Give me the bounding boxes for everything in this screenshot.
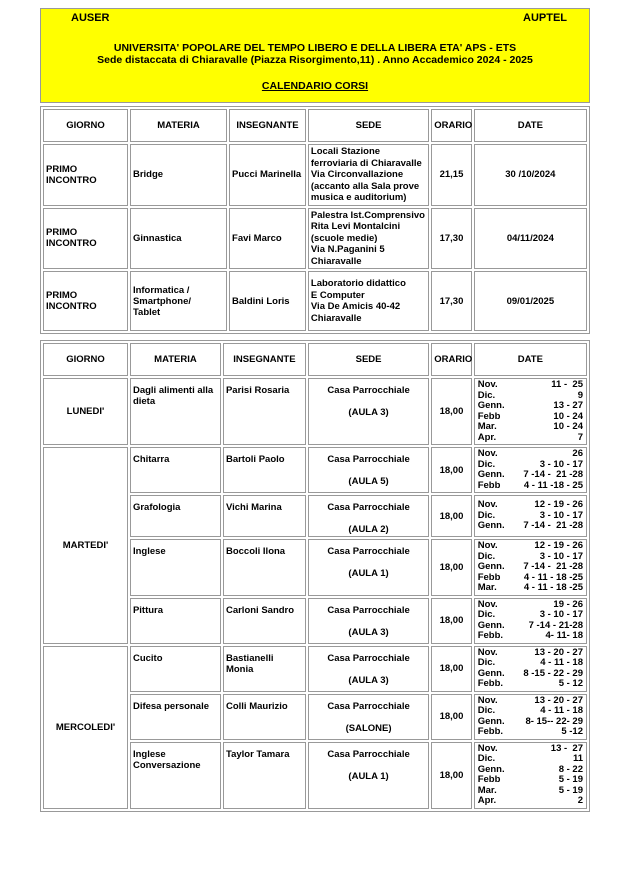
page-title: CALENDARIO CORSI <box>261 80 369 92</box>
date-days: 11 <box>572 753 583 764</box>
sede-name: Casa Parrocchiale <box>327 748 410 760</box>
orario-cell: 18,00 <box>431 447 471 493</box>
table-row <box>43 646 587 692</box>
date-days: 4 - 11 - 18 -25 <box>523 582 583 593</box>
first-meetings-table <box>40 106 590 334</box>
insegnante-cell: Pucci Marinella <box>229 144 306 206</box>
date-days: 13 - 20 - 27 <box>534 694 583 706</box>
date-cell <box>474 447 587 493</box>
date-days: 7 -14 - 21-28 <box>528 619 583 631</box>
date-days: 10 - 24 <box>553 421 583 432</box>
date-month: Nov. <box>477 499 498 511</box>
sede-name: Casa Parrocchiale <box>327 454 410 465</box>
date-days: 4- 11- 18 <box>545 630 583 641</box>
date-month: Febb <box>477 410 501 422</box>
sede-name: Casa Parrocchiale <box>327 604 410 616</box>
header-date: DATE <box>474 109 587 142</box>
date-list <box>477 541 584 594</box>
date-month: Apr. <box>477 795 497 806</box>
sede-name: Casa Parrocchiale <box>327 546 410 557</box>
date-cell: 09/01/2025 <box>474 271 587 331</box>
date-days: 4 - 11 -18 - 25 <box>523 479 583 491</box>
header-materia: MATERIA <box>130 109 227 142</box>
date-month: Mar. <box>477 421 497 432</box>
date-month: Febb. <box>477 726 504 737</box>
aula-label: (AULA 3) <box>348 407 389 418</box>
date-days: 4 - 11 - 18 -25 <box>523 571 583 583</box>
date-days: 5 - 19 <box>558 774 583 785</box>
date-days: 3 - 10 - 17 <box>539 458 583 470</box>
date-list <box>477 648 584 690</box>
date-month: Genn. <box>477 400 505 411</box>
aula-label: (AULA 1) <box>348 568 389 579</box>
header-materia: MATERIA <box>130 343 221 376</box>
sede-cell <box>308 539 429 596</box>
date-month: Febb. <box>477 678 504 689</box>
date-cell <box>474 378 587 445</box>
date-days: 7 -14 - 21 -28 <box>523 561 583 572</box>
sede-cell <box>308 598 429 644</box>
date-days: 11 - 25 <box>551 379 583 390</box>
date-month: Genn. <box>477 715 505 727</box>
orario-cell: 18,00 <box>431 742 471 809</box>
orario-cell: 18,00 <box>431 694 471 740</box>
date-days: 4 - 11 - 18 <box>540 657 583 668</box>
date-cell <box>474 742 587 809</box>
date-month: Nov. <box>477 540 498 551</box>
date-days: 7 <box>577 431 583 443</box>
date-days: 5 -12 <box>561 726 583 737</box>
date-cell <box>474 694 587 740</box>
date-cell <box>474 598 587 644</box>
sede-cell <box>308 378 429 445</box>
insegnante-cell: Bartoli Paolo <box>223 447 306 493</box>
sede-cell: Laboratorio didattico E Computer Via De Amicis 40-42 Chiaravalle <box>308 271 429 331</box>
date-cell <box>474 495 587 537</box>
date-days: 13 - 27 <box>550 742 583 754</box>
header-orario: ORARIO <box>431 109 471 142</box>
date-month: Dic. <box>477 705 496 716</box>
date-month: Nov. <box>477 694 498 706</box>
sede-cell: Palestra Ist.Comprensivo Rita Levi Montalcini (scuole medie) Via N.Paganini 5 Chiaravalle <box>308 208 429 270</box>
date-month: Nov. <box>477 742 498 754</box>
table-row <box>43 378 587 445</box>
giorno-cell: PRIMO INCONTRO <box>43 208 128 270</box>
date-days: 5 - 12 <box>558 678 583 689</box>
orario-cell: 17,30 <box>431 208 471 270</box>
table-row <box>43 144 587 206</box>
header-date: DATE <box>474 343 587 376</box>
date-month: Dic. <box>477 753 496 764</box>
materia-cell: Difesa personale <box>130 694 221 740</box>
header-sede: SEDE <box>308 343 429 376</box>
date-month: Dic. <box>477 389 496 401</box>
date-month: Genn. <box>477 619 505 631</box>
date-days: 13 - 20 - 27 <box>534 646 583 658</box>
materia-cell: Chitarra <box>130 447 221 493</box>
sede-name: Casa Parrocchiale <box>327 502 410 513</box>
aula-label: (AULA 2) <box>348 524 389 535</box>
orario-cell: 18,00 <box>431 539 471 596</box>
date-month: Febb <box>477 774 501 785</box>
sede-cell <box>308 447 429 493</box>
date-month: Dic. <box>477 657 496 668</box>
date-month: Apr. <box>477 431 497 443</box>
sede-cell <box>308 742 429 809</box>
header-orario: ORARIO <box>431 343 471 376</box>
insegnante-cell: Favi Marco <box>229 208 306 270</box>
date-month: Nov. <box>477 379 498 390</box>
giorno-cell: MARTEDI' <box>43 447 128 644</box>
date-month: Febb <box>477 571 501 583</box>
date-days: 12 - 19 - 26 <box>534 499 583 511</box>
date-month: Febb. <box>477 630 504 641</box>
date-list <box>477 500 584 532</box>
date-days: 3 - 10 - 17 <box>539 550 583 562</box>
date-list <box>477 380 584 443</box>
date-days: 8 -15 - 22 - 29 <box>523 667 583 679</box>
materia-cell: Inglese Conversazione <box>130 742 221 809</box>
sede-name: Casa Parrocchiale <box>327 652 410 664</box>
materia-cell: Dagli alimenti alla dieta <box>130 378 221 445</box>
date-month: Nov. <box>477 646 498 658</box>
date-list <box>477 600 584 642</box>
date-days: 5 - 19 <box>558 784 583 796</box>
giorno-cell: PRIMO INCONTRO <box>43 271 128 331</box>
date-days: 3 - 10 - 17 <box>539 609 583 620</box>
date-month: Dic. <box>477 509 496 521</box>
aula-label: (AULA 5) <box>348 476 389 487</box>
date-month: Dic. <box>477 458 496 470</box>
date-days: 10 - 24 <box>553 410 583 422</box>
date-cell <box>474 539 587 596</box>
date-list <box>477 449 584 491</box>
date-days: 8 - 22 <box>558 763 583 775</box>
university-name: UNIVERSITA' POPOLARE DEL TEMPO LIBERO E DELLA LIBERA ETA' APS - ETS <box>113 42 517 54</box>
date-month: Febb <box>477 479 501 491</box>
materia-cell: Cucito <box>130 646 221 692</box>
date-days: 13 - 27 <box>553 400 583 411</box>
sede-cell <box>308 694 429 740</box>
header-sede: SEDE <box>308 109 429 142</box>
orario-cell: 17,30 <box>431 271 471 331</box>
insegnante-cell: Parisi Rosaria <box>223 378 306 445</box>
orario-cell: 18,00 <box>431 378 471 445</box>
date-days: 12 - 19 - 26 <box>534 540 583 551</box>
insegnante-cell: Baldini Loris <box>229 271 306 331</box>
date-month: Mar. <box>477 784 497 796</box>
date-days: 4 - 11 - 18 <box>540 705 583 716</box>
sede-cell <box>308 495 429 537</box>
insegnante-cell: Vichi Marina <box>223 495 306 537</box>
date-cell: 30 /10/2024 <box>474 144 587 206</box>
insegnante-cell: Boccoli Ilona <box>223 539 306 596</box>
auptel-label: AUPTEL <box>523 12 567 24</box>
insegnante-cell: Bastianelli Monia <box>223 646 306 692</box>
sede-cell <box>308 646 429 692</box>
date-list <box>477 696 584 738</box>
date-list <box>477 744 584 807</box>
document-header <box>40 8 590 103</box>
orario-cell: 18,00 <box>431 598 471 644</box>
giorno-cell: MERCOLEDI' <box>43 646 128 809</box>
materia-cell: Ginnastica <box>130 208 227 270</box>
orario-cell: 18,00 <box>431 646 471 692</box>
date-month: Dic. <box>477 609 496 620</box>
table-header-row <box>43 343 587 376</box>
date-days: 9 <box>577 389 583 401</box>
materia-cell: Bridge <box>130 144 227 206</box>
header-giorno: GIORNO <box>43 343 128 376</box>
date-days: 7 -14 - 21 -28 <box>523 469 583 480</box>
giorno-cell: PRIMO INCONTRO <box>43 144 128 206</box>
date-month: Dic. <box>477 550 496 562</box>
table-row <box>43 208 587 270</box>
sede-name: Casa Parrocchiale <box>327 385 410 396</box>
date-month: Genn. <box>477 469 505 480</box>
date-days: 26 <box>572 448 583 459</box>
date-days: 3 - 10 - 17 <box>539 509 583 521</box>
auser-label: AUSER <box>71 12 110 24</box>
date-month: Nov. <box>477 598 498 610</box>
date-cell <box>474 646 587 692</box>
materia-cell: Inglese <box>130 539 221 596</box>
date-days: 7 -14 - 21 -28 <box>523 520 583 532</box>
aula-label: (AULA 1) <box>348 770 389 782</box>
giorno-cell: LUNEDI' <box>43 378 128 445</box>
insegnante-cell: Taylor Tamara <box>223 742 306 809</box>
table-row <box>43 271 587 331</box>
header-giorno: GIORNO <box>43 109 128 142</box>
date-month: Nov. <box>477 448 498 459</box>
table-row <box>43 447 587 493</box>
date-days: 8- 15-- 22- 29 <box>525 715 583 727</box>
sede-name: Casa Parrocchiale <box>327 700 410 712</box>
insegnante-cell: Colli Maurizio <box>223 694 306 740</box>
sede-cell: Locali Stazione ferroviaria di Chiaravalle Via Circonvallazione (accanto alla Sala prove musica e auditorium) <box>308 144 429 206</box>
date-month: Genn. <box>477 763 505 775</box>
insegnante-cell: Carloni Sandro <box>223 598 306 644</box>
orario-cell: 21,15 <box>431 144 471 206</box>
aula-label: (SALONE) <box>345 722 392 734</box>
date-month: Genn. <box>477 520 505 532</box>
header-insegnante: INSEGNANTE <box>229 109 306 142</box>
venue-and-year: Sede distaccata di Chiaravalle (Piazza Risorgimento,11) . Anno Accademico 2024 - 2025 <box>97 54 533 66</box>
header-insegnante: INSEGNANTE <box>223 343 306 376</box>
weekly-courses-table <box>40 340 590 812</box>
orario-cell: 18,00 <box>431 495 471 537</box>
date-days: 2 <box>577 795 583 806</box>
materia-cell: Pittura <box>130 598 221 644</box>
date-month: Genn. <box>477 561 505 572</box>
date-month: Mar. <box>477 582 497 593</box>
aula-label: (AULA 3) <box>348 674 389 686</box>
date-cell: 04/11/2024 <box>474 208 587 270</box>
date-month: Genn. <box>477 667 505 679</box>
aula-label: (AULA 3) <box>348 626 389 638</box>
date-days: 19 - 26 <box>553 598 583 610</box>
materia-cell: Grafologia <box>130 495 221 537</box>
materia-cell: Informatica / Smartphone/ Tablet <box>130 271 227 331</box>
table-header-row <box>43 109 587 142</box>
